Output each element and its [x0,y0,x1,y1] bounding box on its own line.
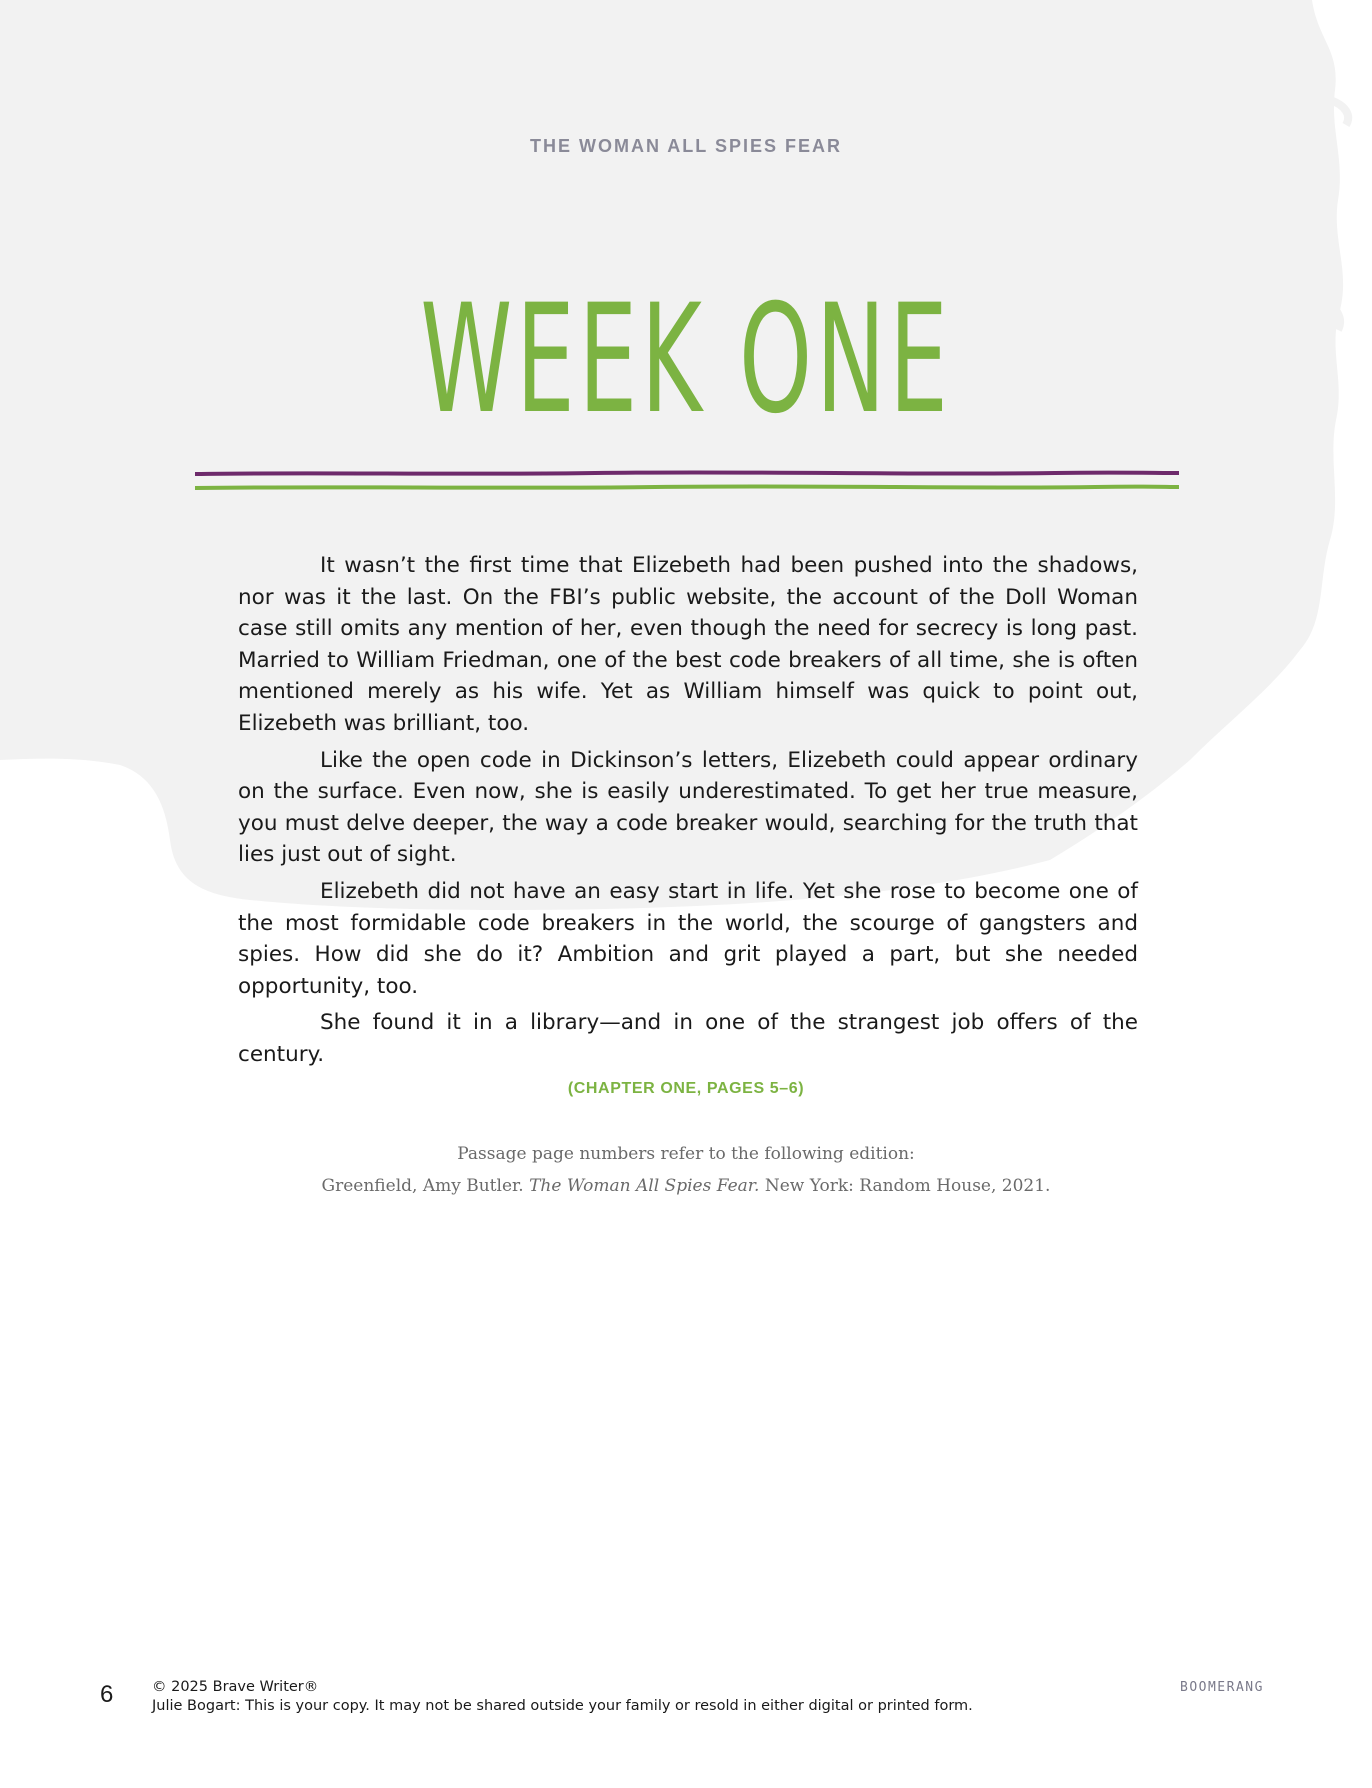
title-underline-rules [195,466,1179,494]
week-title-heading: WEEK ONE [420,273,952,447]
passage-paragraph: Like the open code in Dickinson’s letters, Elizebeth could appear ordinary on the surface. Even now, she is easily underestimated. To get her true measure, you must delve deeper, the way a code breaker would, searching for the truth that lies just out of sight. [238,747,1138,868]
passage-paragraph: It wasn’t the first time that Elizebeth had been pushed into the shadows, nor was it the last. On the FBI’s public website, the account of the Doll Woman case still omits any mention of her, even though the need for secrecy is long past. Married to William Friedman, one of the best code breakers of all time, she is often mentioned merely as his wife. Yet as William himself was quick to point out, Elizebeth was brilliant, too. [238,553,1138,736]
page-number: 6 [100,1681,114,1708]
edition-intro: Passage page numbers refer to the following edition: [457,1144,915,1164]
green-rule [195,486,1179,488]
purple-rule [195,472,1179,474]
footer-copyright-block [152,1678,973,1716]
passage-paragraph: Elizebeth did not have an easy start in life. Yet she rose to become one of the most formidable code breakers in the world, the scourge of gangsters and spies. How did she do it? Ambition and grit played a part, but she needed opportunity, too. [238,878,1138,999]
edition-reference [0,1170,1372,1202]
running-head-book-title: THE WOMAN ALL SPIES FEAR [529,136,842,156]
footer-license: Julie Bogart: This is your copy. It may not be shared outside your family or resold in either digital or printed form. [152,1698,973,1714]
passage-body [238,550,1138,1076]
passage-paragraph: She found it in a library—and in one of the strangest job offers of the century. [238,1010,1138,1067]
edition-note [0,1138,1372,1202]
brand-mark: BOOMERANG [1180,1680,1264,1695]
edition-publisher: New York: Random House, 2021. [764,1176,1051,1196]
edition-author: Greenfield, Amy Butler. [321,1176,524,1196]
footer-copyright: © 2025 Brave Writer® [152,1679,319,1695]
edition-book-title: The Woman All Spies Fear. [529,1176,760,1196]
chapter-citation: (CHAPTER ONE, PAGES 5–6) [567,1080,805,1097]
